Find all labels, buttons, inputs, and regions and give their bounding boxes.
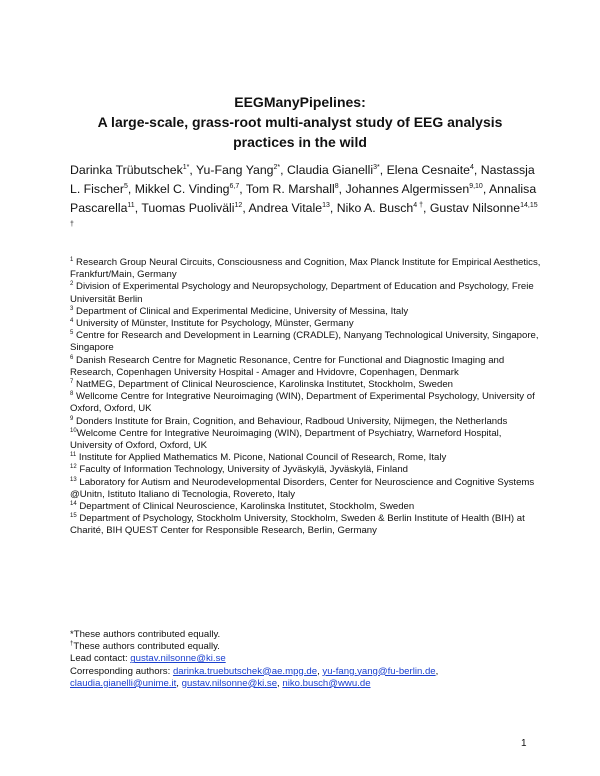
author-separator: , [379,163,387,177]
corresponding-authors [70,666,545,690]
affiliation-text: Department of Clinical and Experimental Medicine, University of Messina, Italy [73,305,409,317]
lead-contact [70,653,545,665]
author-affiliation-marker: 9,10 [469,183,483,190]
affiliation-text: Research Group Neural Circuits, Consciousness and Cognition, Max Planck Institute for Empirical Aesthetics, Frankfurt/Main, Germany [70,257,541,281]
affiliation-text: Welcome Centre for Integrative Neuroimaging (WIN), Department of Psychiatry, Warneford Hospital, University of Oxford, Oxford, UK [70,427,502,452]
author-name: Tom R. Marshall [245,182,335,196]
author-affiliation-marker: 3* [373,164,380,171]
equal-contribution-note-2-text: These authors contributed equally. [73,641,220,653]
equal-contribution-note: *These authors contributed equally. [70,629,221,640]
affiliation-text: Centre for Research and Development in Learning (CRADLE), Nanyang Technological University, Singapore, Singapore [70,330,539,354]
email-separator: , [277,677,283,689]
author-affiliation-marker: 11 [127,202,135,209]
lead-contact-email-link[interactable]: gustav.nilsonne@ki.se [130,653,226,665]
email-separator: , [317,665,323,677]
corresponding-author-email-link[interactable]: darinka.truebutschek@ae.mpg.de [172,665,318,677]
author-separator: , [329,201,337,215]
affiliation-number: 3 [70,305,74,312]
affiliation-item [70,513,545,537]
corresponding-author-email-link[interactable]: claudia.gianelli@unime.it [70,677,177,689]
affiliation-number: 2 [70,281,74,288]
affiliation-item [70,501,545,513]
affiliation-item [70,416,545,428]
affiliation-text: Department of Clinical Neuroscience, Karolinska Institutet, Stockholm, Sweden [76,501,415,513]
author-separator: , [189,163,197,177]
affiliation-item [70,281,545,305]
affiliation-item [70,306,545,318]
affiliation-number: 6 [70,354,74,361]
corresponding-author-email-link[interactable]: niko.busch@wwu.de [282,677,371,689]
author-name: Andrea Vitale [248,201,323,215]
author-affiliation-marker: 14,15 † [70,202,538,228]
paper-title-line-1: EEGManyPipelines: [234,94,366,110]
corresponding-author-email-link[interactable]: gustav.nilsonne@ki.se [181,677,278,689]
affiliation-item [70,318,545,330]
author-name: Johannes Algermissen [345,182,470,196]
paper-title-line-3: practices in the wild [233,134,367,150]
author-affiliation-marker: 8 [334,183,339,190]
page-number: 1 [521,738,527,749]
author-name: Yu-Fang Yang [196,163,274,177]
author-name: Annalisa Pascarella [70,182,537,215]
affiliation-item [70,428,545,452]
affiliation-text: Department of Psychology, Stockholm University, Stockholm, Sweden & Berlin Institute of Health (BIH) at Charité, BIH QUEST Center for Responsible Research, Berlin, Germany [70,513,525,537]
author-affiliation-marker: 1* [182,164,190,171]
author-notes [70,629,545,690]
affiliation-number: 1 [70,257,74,263]
author-name: Nastassja L. Fischer [70,163,535,196]
author-separator: , [473,163,481,177]
author-name: Gustav Nilsonne [429,201,521,215]
author-affiliation-marker: 6,7 [229,183,240,190]
affiliation-item [70,355,545,379]
affiliation-text: Laboratory for Autism and Neurodevelopmental Disorders, Center for Neuroscience and Cognitive Systems @Unitn, Istituto Italiano di Tecnologia, Rovereto, Italy [70,476,535,500]
affiliation-item [70,464,545,476]
author-affiliation-marker: 4 † [413,202,424,209]
email-separator: , [176,677,182,689]
affiliation-item [70,391,545,415]
email-separator: , [435,665,439,677]
affiliation-number: 9 [70,415,74,422]
affiliation-list [70,257,545,538]
author-separator: , [338,182,346,196]
affiliation-text: Wellcome Centre for Integrative Neuroimaging (WIN), Department of Experimental Psychology, University of Oxford, Oxford, UK [70,391,535,415]
author-separator: , [239,182,246,196]
author-affiliation-marker: 5 [124,183,128,190]
equal-contribution-note-2 [70,641,545,653]
affiliation-text: University of Münster, Institute for Psychology, Münster, Germany [73,318,354,330]
author-separator: , [482,182,489,196]
affiliation-item [70,257,545,281]
author-name: Darinka Trübutschek [70,163,183,177]
corresponding-author-email-link[interactable]: yu-fang.yang@fu-berlin.de [322,665,436,677]
affiliation-item [70,330,545,354]
affiliation-text: Institute for Applied Mathematics M. Picone, National Council of Research, Rome, Italy [76,452,447,464]
affiliation-item [70,379,545,391]
affiliation-text: Faculty of Information Technology, University of Jyväskylä, Jyväskylä, Finland [76,464,408,476]
author-separator: , [242,201,249,215]
lead-contact-label: Lead contact: [70,653,131,665]
author-separator: , [280,163,287,177]
author-affiliation-marker: 13 [322,202,330,209]
affiliation-text: NatMEG, Department of Clinical Neuroscience, Karolinska Institutet, Stockholm, Sweden [73,379,453,391]
author-separator: , [127,182,135,196]
affiliation-item [70,477,545,501]
affiliation-number: 15 [70,513,77,520]
affiliation-number: 14 [70,501,77,508]
author-affiliation-marker: 4 [470,164,474,171]
author-name: Niko A. Busch [336,201,414,215]
author-affiliation-marker: 12 [234,202,243,209]
author-name: Tuomas Puoliväli [141,201,235,215]
author-separator: , [423,201,430,215]
affiliation-number: 5 [70,330,74,337]
affiliation-item [70,452,545,464]
affiliation-number: 13 [70,476,77,483]
author-affiliation-marker: 2* [273,164,281,171]
affiliation-number: 12 [70,464,77,471]
affiliation-number: 11 [70,452,77,459]
author-list [70,161,540,237]
affiliation-number: 4 [70,318,74,325]
paper-title-line-2: A large-scale, grass-root multi-analyst study of EEG analysis [97,114,503,130]
affiliation-text: Division of Experimental Psychology and Neuropsychology, Department of Education and Psychology, Freie Universität Berlin [70,281,534,305]
corresponding-authors-label: Corresponding authors: [70,665,173,677]
affiliation-number: 7 [70,379,74,386]
author-name: Claudia Gianelli [287,163,374,177]
author-name: Mikkel C. Vinding [134,182,230,196]
affiliation-text: Donders Institute for Brain, Cognition, and Behaviour, Radboud University, Nijmegen, the Netherlands [73,415,508,427]
affiliation-text: Danish Research Centre for Magnetic Resonance, Centre for Functional and Diagnostic Imaging and Research, Copenhagen University Hospital - Amager and Hvidovre, Copenhagen, Denmark [70,354,505,378]
author-separator: , [134,201,142,215]
affiliation-number: 10 [70,427,77,434]
author-name: Elena Cesnaite [386,163,471,177]
affiliation-number: 8 [70,391,74,398]
dagger-symbol: † [70,641,74,648]
